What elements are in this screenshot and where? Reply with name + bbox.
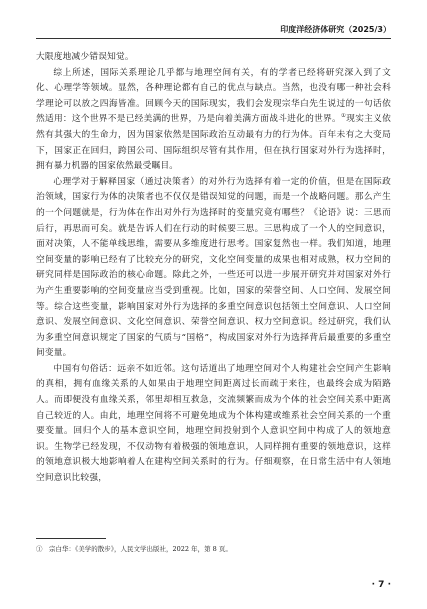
article-body [36, 50, 391, 487]
running-header: 印度洋经济体研究（2025/3） [36, 24, 391, 39]
footnote-marker[interactable]: ① [341, 113, 347, 120]
paragraph-psychology: 心理学对于解释国家（通过决策者）的对外行为选择有着一定的价值，但是在国际政治领域，国家行为体的决策者也不仅仅是错误知觉的问题，而是一个战略问题。那么产生的一个问题就是，行为体在作出对外行为选择时的变量究竟有哪些？《论语》说：三思而后行，再思而可矣。就是告诉人们在行动的时候要三思。三思构成了一个人的空间意识，面对决策，人不能单线思维，需要从多维度进行思考。国家复然也一样。我们知道，地理空间变量的影响已经有了比较充分的研究，文化空间变量的成果也相对成熟，权力空间的研究同样是国际政治的核心命题。除此之外，一些还可以进一步展开研究并对国家对外行为产生重要影响的空间变量应当受到重视。比如，国家的荣誉空间、人口空间、发展空间等。综合这些变量，影响国家对外行为选择的多重空间意识包括领土空间意识、人口空间意识、发展空间意识、文化空间意识、荣誉空间意识、权力空间意识。经过研究，我们认为多重空间意识规定了国家的气质与“国格”，构成国家对外行为选择背后最重要的多重空间变量。 [36, 176, 391, 359]
paragraph-text: 综上所述，国际关系理论几乎都与地理空间有关，有的学者已经将研究深入到了文化、心理学等领域。显然，各种理论都有自己的优点与缺点。当然，也没有哪一种社会科学理论可以放之四海皆准。回顾今天的国际现实，我们会发现宗华白先生说过的一句话依然适用：这个世界不是已经美满的世界，乃是向着美满方面战斗进化的世界。 [36, 67, 391, 125]
footnote-divider [36, 538, 106, 539]
paragraph-summary [36, 66, 391, 175]
paragraph-continued: 大限度地减少错误知觉。 [36, 52, 134, 62]
footnote: ① 宗白华：《美学的散步》，人民文学出版社，2022 年，第 8 页。 [36, 545, 232, 553]
paragraph-text: 现实主义依然有其强大的生命力，因为国家依然是国际政治互动最有力的行为体。百年未有之大变局下，国家正在回归，跨国公司、国际组织尽管有其作用，但在执行国家对外行为选择时，拥有暴力机器的国家依然最受瞩目。 [36, 114, 391, 172]
paragraph-proverb: 中国有句俗话：远亲不如近邻。这句话道出了地理空间对个人构建社会空间产生影响的真相，拥有血缘关系的人如果由于地理空间距离过长而疏于来往，也最终会成为陌路人。而即便没有血缘关系，邻里却相互救急，交流频繁而成为个体的社会空间关系中距离自己较近的人。由此，地理空间将不可避免地成为个体构建或维系社会空间关系的一个重要变量。回归个人的基本意识空间，地理空间投射到个人意识空间中构成了人的领地意识。生物学已经发现，不仅动物有着极强的领地意识，人同样拥有重要的领地意识，这样的领地意识极大地影响着人在建构空间关系时的行为。仔细观察，在日常生活中有人领地空间意识比较强， [36, 363, 391, 484]
page-number: · 7 · [371, 580, 391, 590]
